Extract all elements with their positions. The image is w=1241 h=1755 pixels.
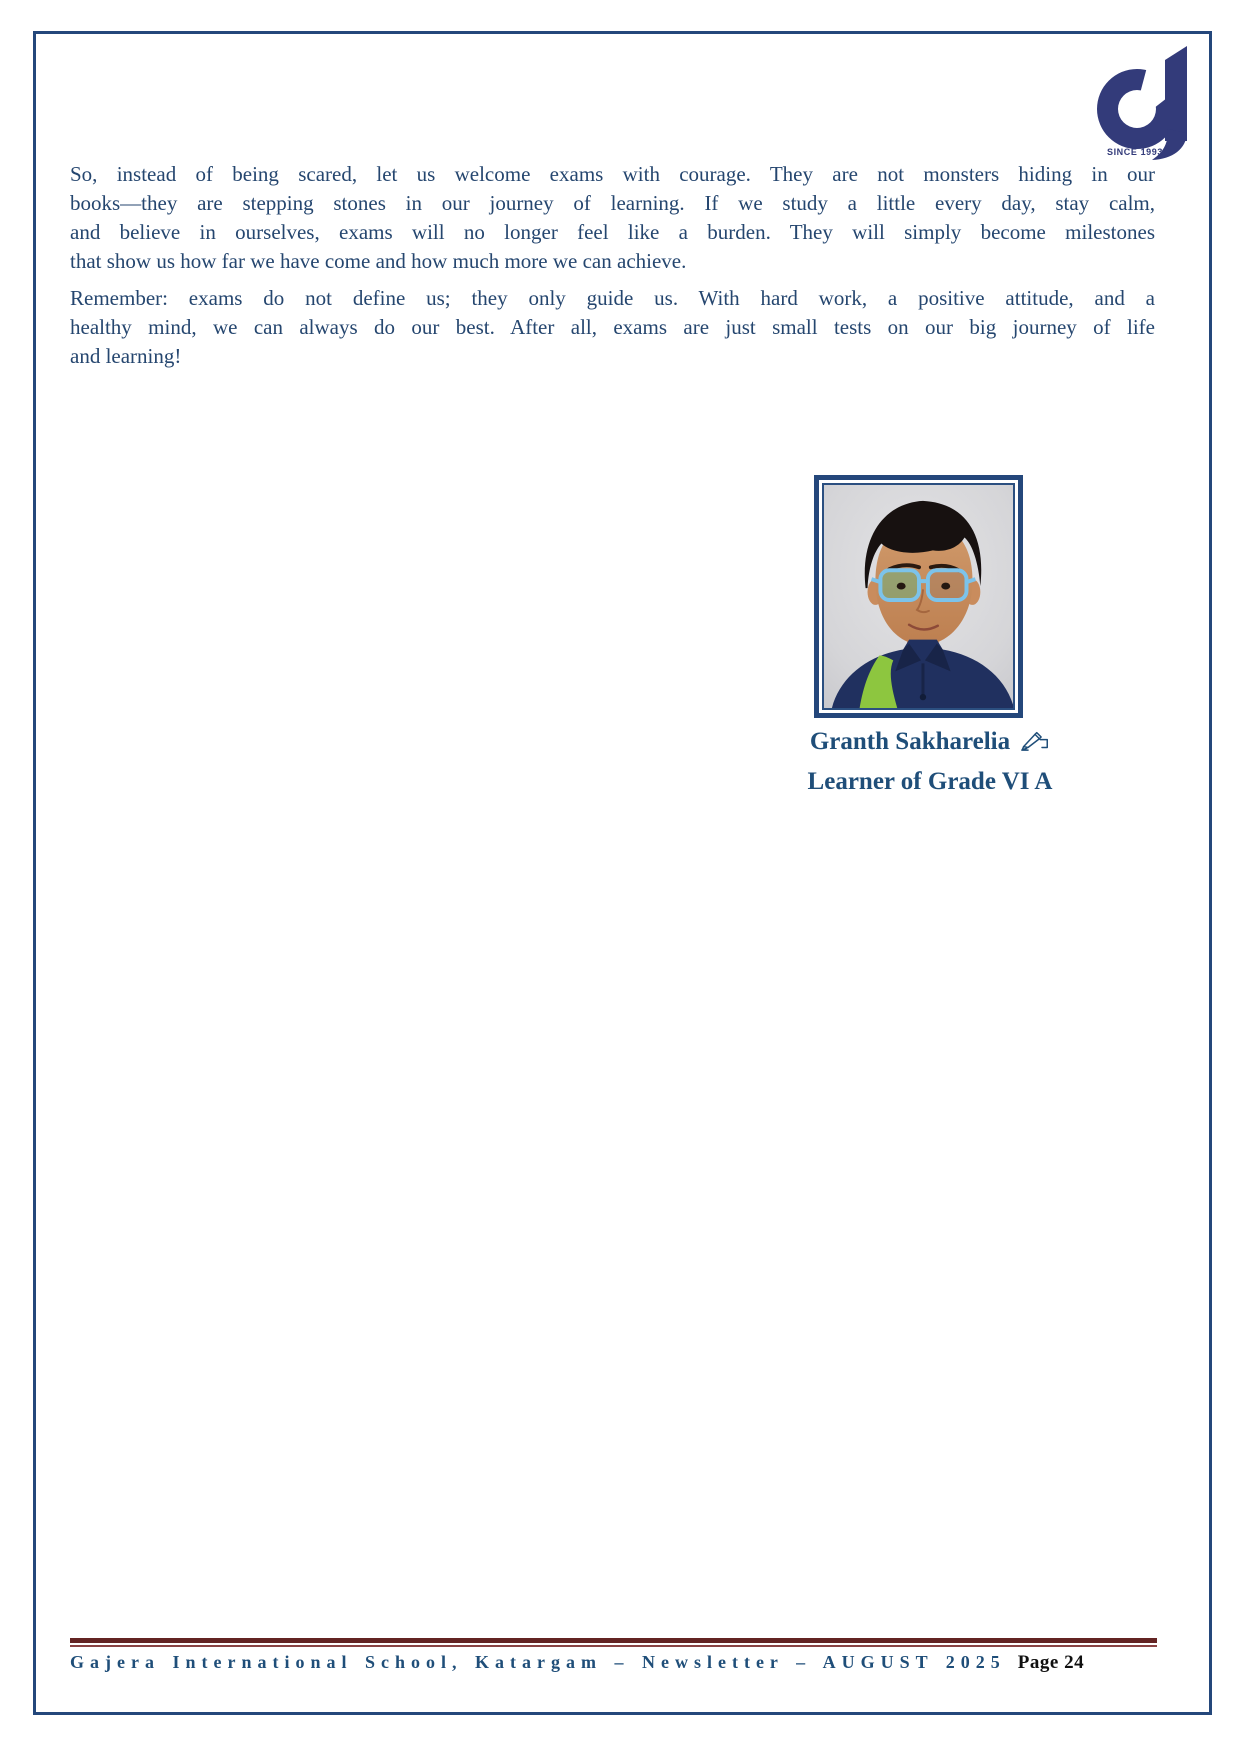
student-portrait-photo xyxy=(824,485,1013,708)
student-name-line xyxy=(760,723,1100,763)
footer-divider-thin-line xyxy=(70,1645,1157,1647)
logo-since-label: SINCE 1993 xyxy=(1106,147,1163,157)
footer-school-line: Gajera International School, Katargam – Newsletter – AUGUST 2025 xyxy=(70,1652,1006,1672)
paragraph-line: healthy mind, we can always do our best. After all, exams are just small tests on our big journey of life xyxy=(70,315,1155,339)
paragraph-1 xyxy=(70,160,1155,276)
student-name: Granth Sakharelia xyxy=(809,728,1011,755)
student-caption xyxy=(760,723,1100,801)
paragraph-2 xyxy=(70,284,1155,371)
footer xyxy=(70,1652,1170,1674)
school-logo xyxy=(1093,45,1193,163)
gajera-a-logo-icon xyxy=(1093,45,1193,163)
paragraph-line: books—they are stepping stones in our journey of learning. If we study a little every day, stay calm, xyxy=(70,191,1155,215)
student-photo-inner-border xyxy=(822,483,1015,710)
footer-divider xyxy=(70,1638,1157,1647)
writing-hand-icon xyxy=(1020,725,1050,763)
student-photo-frame xyxy=(814,475,1023,718)
student-grade-line: Learner of Grade VI A xyxy=(807,768,1053,795)
paragraph-line: that show us how far we have come and how much more we can achieve. xyxy=(70,249,687,273)
article-body xyxy=(70,160,1155,371)
footer-page-number: Page 24 xyxy=(1017,1652,1085,1673)
paragraph-line: and learning! xyxy=(70,344,182,368)
paragraph-line: Remember: exams do not define us; they only guide us. With hard work, a positive attitude, and a xyxy=(70,286,1155,310)
paragraph-line: So, instead of being scared, let us welcome exams with courage. They are not monsters hiding in our xyxy=(70,162,1155,186)
paragraph-line: and believe in ourselves, exams will no longer feel like a burden. They will simply become milestones xyxy=(70,220,1155,244)
